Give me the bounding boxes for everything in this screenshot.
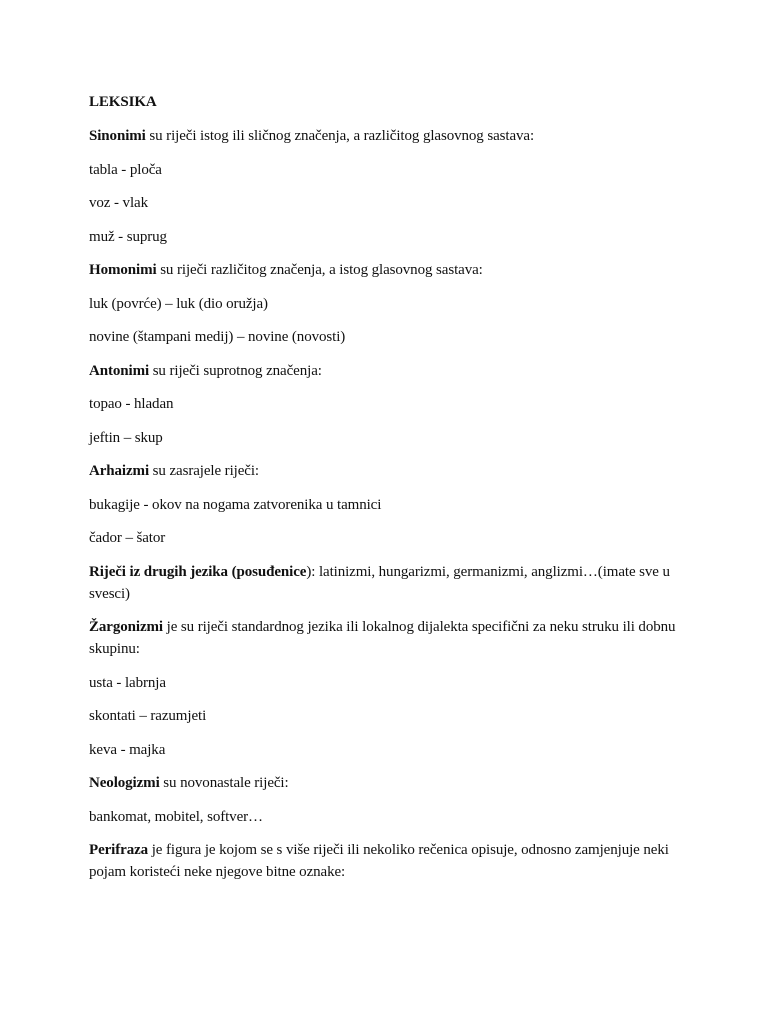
definition-text: je su riječi standardnog jezika ili lokalnog dijalekta specifični za neku struku ili dobnu skupinu: [89,619,676,657]
definition-text: ): latinizmi, hungarizmi, germanizmi, anglizmi…(imate sve u svesci) [89,563,670,602]
document-title: LEKSIKA [89,94,157,110]
term-homonimi: Homonimi [89,262,157,278]
example-line: tabla - ploča [89,161,162,178]
definition-neologizmi [89,772,679,794]
definition-posudjenice [89,561,679,605]
definition-text: su riječi različitog značenja, a istog glasovnog sastava: [156,262,483,278]
definition-text: su zasrajele riječi: [149,463,259,479]
document-body [89,91,679,895]
term-sinonimi: Sinonimi [89,128,146,144]
term-zargonizmi: Žargonizmi [89,619,163,635]
example-line: topao - hladan [89,396,174,412]
example-line: novine (štampani medij) – novine (novosti) [89,329,346,345]
definition-text: su riječi istog ili sličnog značenja, a različitog glasovnog sastava: [145,128,535,144]
example-line: voz - vlak [89,195,148,211]
definition-text: je figura je kojom se s više riječi ili nekoliko rečenica opisuje, odnosno zamjenjuje neki pojam koristeći neke njegove bitne oznake: [89,842,669,880]
definition-perifraza [89,839,679,883]
term-perifraza: Perifraza [89,842,149,858]
term-posudjenice: Riječi iz drugih jezika (posuđenice [89,563,307,580]
definition-homonimi [89,259,679,281]
term-neologizmi: Neologizmi [89,775,160,791]
example-line: čador – šator [89,530,166,546]
example-line: luk (povrće) – luk (dio oružja) [89,295,268,312]
definition-arhaizmi [89,460,679,482]
definition-text: su novonastale riječi: [159,775,289,791]
term-arhaizmi: Arhaizmi [89,463,150,479]
example-line: bankomat, mobitel, softver… [89,808,263,825]
definition-antonimi [89,360,679,382]
example-line: usta - labrnja [89,674,166,691]
example-line: muž - suprug [89,228,167,245]
definition-zargonizmi [89,616,679,660]
example-line: bukagije - okov na nogama zatvorenika u tamnici [89,496,382,513]
example-line: jeftin – skup [89,429,163,446]
definition-text: su riječi suprotnog značenja: [149,362,322,379]
term-antonimi: Antonimi [89,362,150,379]
definition-sinonimi [89,125,679,147]
example-line: keva - majka [89,741,166,758]
example-line: skontati – razumjeti [89,708,207,724]
